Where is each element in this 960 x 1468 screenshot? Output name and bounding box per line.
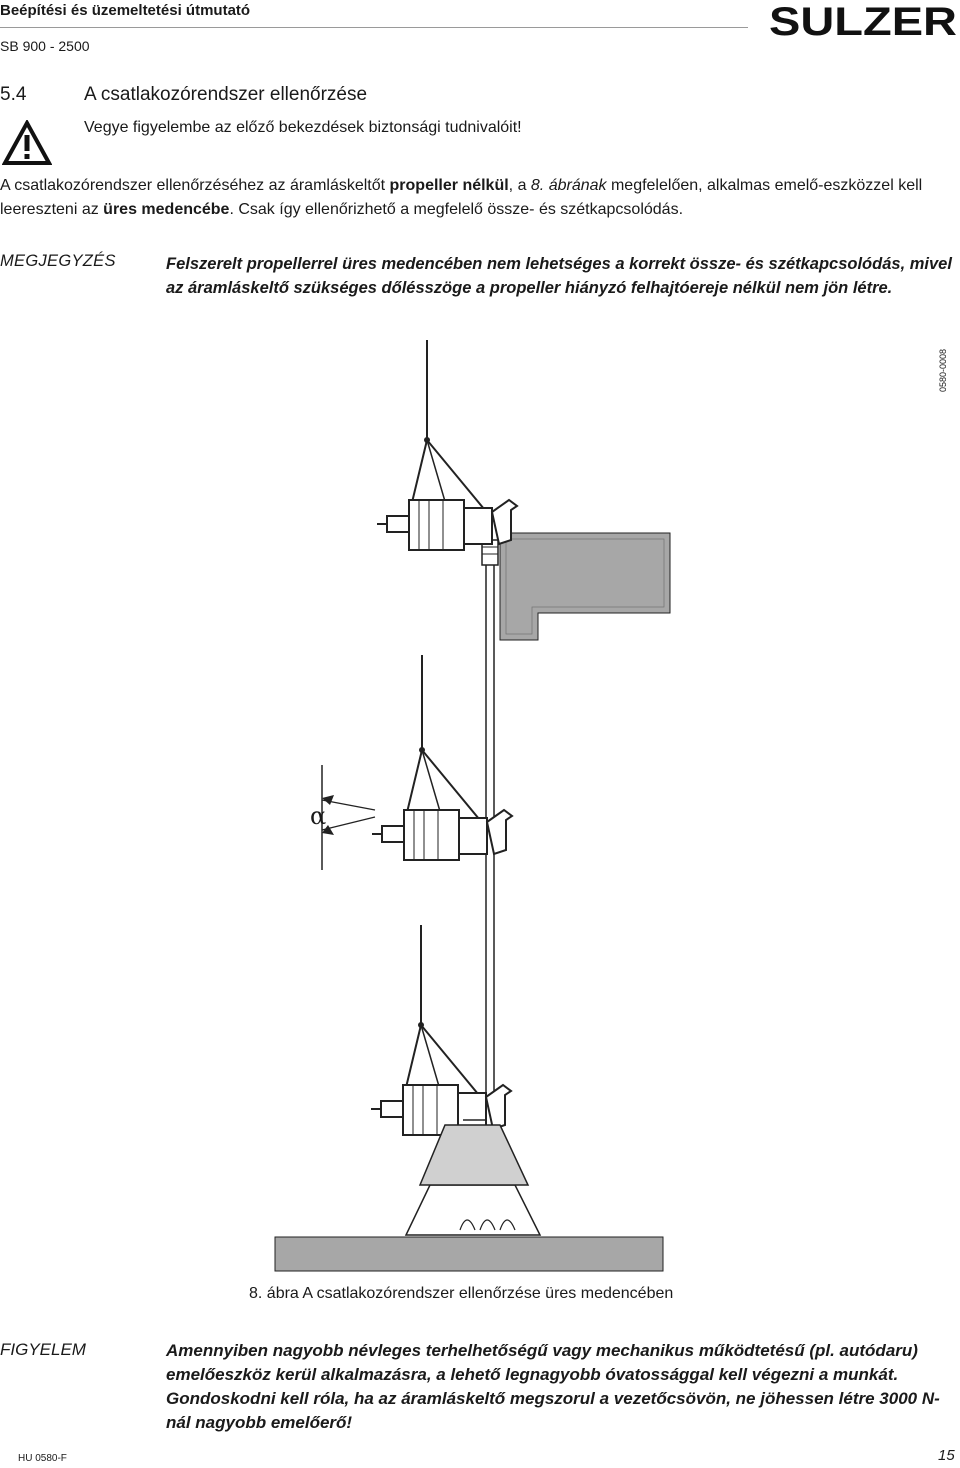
document-code: HU 0580-F [18, 1453, 67, 1464]
coupling-system-drawing [270, 335, 960, 1285]
figure-code: 0580-0008 [938, 348, 948, 392]
warning-text: Vegye figyelembe az előző bekezdések biztonsági tudnivalóit! [84, 119, 522, 136]
page-number: 15 [938, 1447, 955, 1464]
attention-label: FIGYELEM [0, 1340, 86, 1359]
emphasis-empty-basin: üres medencébe [103, 201, 230, 218]
warning-triangle-icon [2, 120, 52, 166]
sulzer-logo [768, 0, 958, 40]
svg-text:SULZER: SULZER [769, 0, 958, 40]
model-range: SB 900 - 2500 [0, 38, 90, 54]
note-label: MEGJEGYZÉS [0, 252, 116, 270]
section-number: 5.4 [0, 84, 27, 105]
header-divider [0, 27, 748, 28]
note-text: Felszerelt propellerrel üres medencében nem lehetséges a korrekt össze- és szétkapcsolódás, mivel az áramláskeltő szükséges dőlésszöge a propeller hiányzó felhajtóereje nélkül nem jön létre. [166, 255, 952, 297]
attention-text: Amennyiben nagyobb névleges terhelhetőségű vagy mechanikus működtetésű (pl. autódaru) emelőeszköz kerül alkalmazásra, a lehető legnagyobb óvatossággal kell végezni a munkát. Gondoskodni kell róla, ha az áramláskeltő megszorul a vezetőcsövön, ne jöhessen létre 3000 N-nál nagyobb emelőerő! [166, 1341, 940, 1432]
section-title: A csatlakozórendszer ellenőrzése [84, 84, 368, 105]
emphasis-no-propeller: propeller nélkül [389, 177, 509, 194]
angle-label: α [310, 802, 327, 830]
document-title: Beépítési és üzemeltetési útmutató [0, 2, 251, 19]
instruction-paragraph: A csatlakozórendszer ellenőrzéséhez az áramláskeltőt propeller nélkül, a 8. ábrának megfelelően, alkalmas emelő-eszközzel kell leereszteni az üres medencébe. Csak így ellenőrizhető a megfelelő össze- és szétkapcsolódás. [0, 177, 923, 218]
figure-reference: 8. ábrának [530, 177, 607, 194]
figure-caption: 8. ábra A csatlakozórendszer ellenőrzése üres medencében [249, 1285, 674, 1302]
